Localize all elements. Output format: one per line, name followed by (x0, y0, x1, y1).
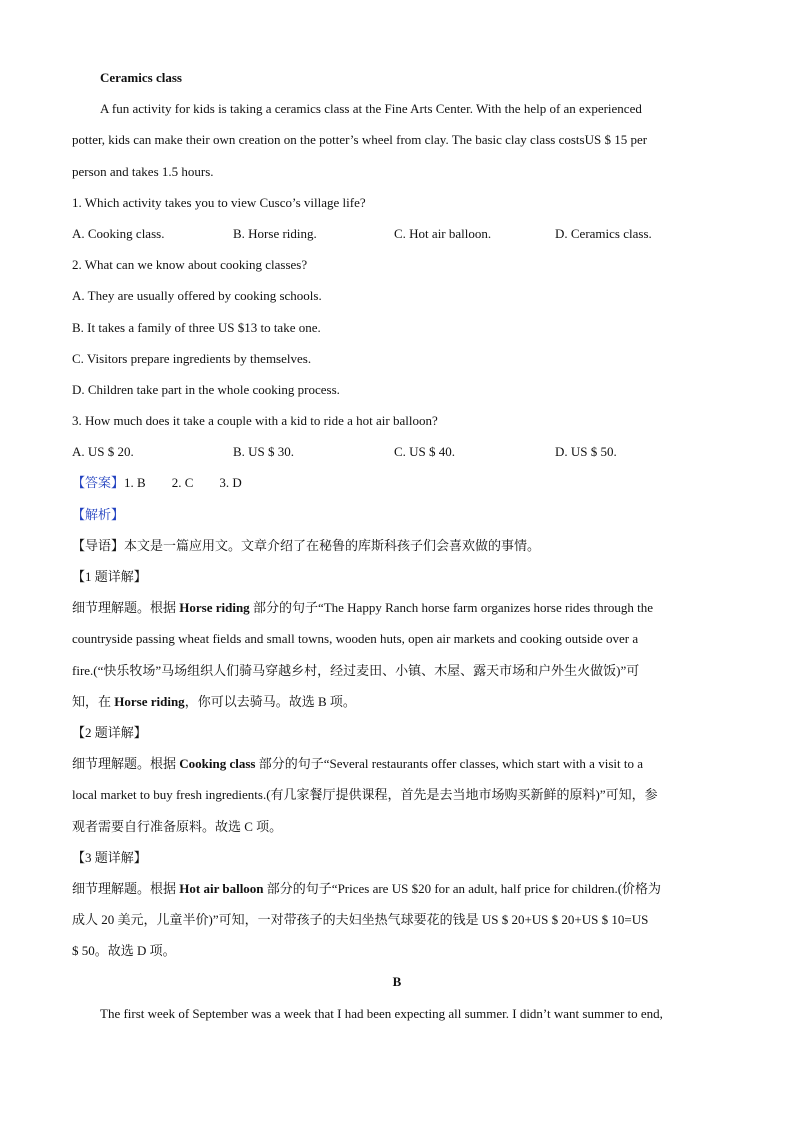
q3-line-1-section: Hot air balloon (179, 880, 264, 896)
q1-detail-line-3: fire.(“快乐牧场”马场组织人们骑马穿越乡村，经过麦田、小镇、木屋、露天市场和户外生火做饭)”可 (72, 662, 640, 678)
q1-detail-tag: 【1 题详解】 (72, 569, 147, 584)
question-2-option-a: A. They are usually offered by cooking schools. (72, 288, 322, 304)
question-1-option-c: C. Hot air balloon. (394, 225, 492, 241)
q2-line-1-quote: 部分的句子“Several restaurants offer classes, which start with a visit to a (255, 756, 643, 772)
question-3-option-c: C. US $ 40. (394, 444, 456, 460)
guide-text: 本文是一篇应用文。文章介绍了在秘鲁的库斯科孩子们会喜欢做的事情。 (124, 537, 541, 553)
question-3-options (72, 436, 722, 467)
question-1-option-a: A. Cooking class. (72, 225, 165, 241)
q1-line-4-section: Horse riding (114, 693, 185, 709)
q3-line-1-quote: 部分的句子“Prices are US $20 for an adult, half price for children.(价格为 (263, 880, 662, 896)
q3-detail-line-2: 成人 20 美元，儿童半价)”可知，一对带孩子的夫妇坐热气球要花的钱是 US $ 20+US $ 20+US $ 10=US (72, 912, 649, 928)
question-1-option-b: B. Horse riding. (233, 225, 317, 241)
answer-tag: 【答案】 (72, 475, 125, 491)
question-1-stem: 1. Which activity takes you to view Cusco’s village life? (72, 194, 366, 210)
q1-detail-line-2: countryside passing wheat fields and small towns, wooden huts, open air markets and cooking outside over a (72, 631, 639, 647)
q1-line-4-tail: ，你可以去骑马。故选 B 项。 (184, 693, 356, 709)
question-3-stem: 3. How much does it take a couple with a kid to ride a hot air balloon? (72, 413, 438, 429)
q1-line-1-quote: 部分的句子“The Happy Ranch horse farm organizes horse rides through the (249, 600, 654, 616)
question-2-option-d: D. Children take part in the whole cooking process. (72, 381, 340, 397)
analysis-tag: 【解析】 (72, 506, 125, 522)
passage-line-3: person and takes 1.5 hours. (72, 163, 214, 179)
q3-detail-tag: 【3 题详解】 (72, 849, 147, 865)
answer-item-1: 1. B (124, 475, 146, 491)
q2-line-1-lead: 细节理解题。根据 (72, 756, 180, 772)
question-2-stem: 2. What can we know about cooking classes? (72, 257, 308, 273)
q2-detail-line-2: local market to buy fresh ingredients.(有几家餐厅提供课程，首先是去当地市场购买新鲜的原料)”可知，参 (72, 787, 658, 803)
guide-line (72, 530, 722, 561)
question-1-options (72, 218, 722, 249)
q1-line-1-lead: 细节理解题。根据 (72, 600, 180, 616)
q1-line-4-lead: 知，在 (72, 693, 115, 709)
q3-line-1-lead: 细节理解题。根据 (72, 880, 180, 896)
passage-line-2: potter, kids can make their own creation on the potter’s wheel from clay. The basic clay class costsUS $ 15 per (72, 132, 648, 148)
answer-item-3: 3. D (219, 475, 242, 491)
q2-detail-tag: 【2 题详解】 (72, 724, 147, 740)
section-b-first-line: The first week of September was a week that I had been expecting all summer. I didn’t want summer to end, (100, 1005, 663, 1021)
q2-detail-line-3: 观者需要自行准备原料。故选 C 项。 (72, 818, 283, 834)
question-3-option-d: D. US $ 50. (555, 444, 617, 460)
q2-detail-line-1 (72, 748, 722, 779)
q2-line-1-section: Cooking class (179, 756, 256, 772)
answer-line (72, 467, 722, 498)
question-2-option-c: C. Visitors prepare ingredients by themselves. (72, 350, 312, 366)
answer-item-2: 2. C (171, 475, 194, 491)
q1-detail-line-4 (72, 686, 722, 717)
document-page (72, 62, 722, 1029)
section-b-heading: B (392, 974, 402, 990)
q3-detail-line-3: $ 50。故选 D 项。 (72, 943, 176, 959)
question-3-option-b: B. US $ 30. (233, 444, 295, 460)
passage-heading: Ceramics class (100, 70, 182, 85)
q1-detail-line-1 (72, 592, 722, 623)
q1-line-1-section: Horse riding (179, 600, 250, 616)
question-1-option-d: D. Ceramics class. (555, 225, 652, 241)
question-3-option-a: A. US $ 20. (72, 444, 134, 460)
passage-line-1: A fun activity for kids is taking a ceramics class at the Fine Arts Center. With the help of an experienced (100, 101, 642, 117)
q3-detail-line-1 (72, 873, 722, 904)
guide-tag: 【导语】 (72, 537, 125, 553)
question-2-option-b: B. It takes a family of three US $13 to take one. (72, 319, 321, 335)
